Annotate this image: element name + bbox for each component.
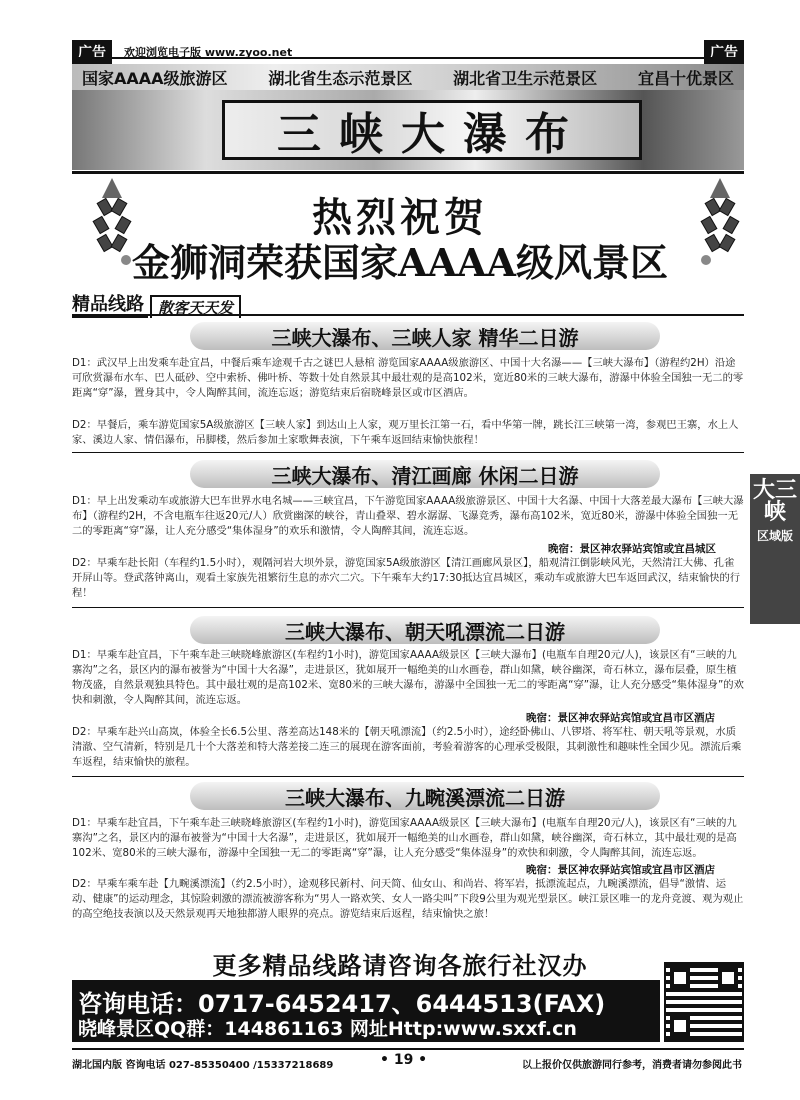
day-text: 早乘车乘车赴【九畹溪漂流】（约2.5小时），途观移民新村、问天简、仙女山、和尚岩、将军岩，抵漂流起点，九畹溪漂流，倡导“激情、运动、健康”的运动理念，其惊险刺激的漂流被游客称为“男人一路欢笑、女人一路尖叫”下段9公里为观光型景区。峡江景区唯一的龙舟竞渡、观为观止的高空绝技表演以及天然景观再天地独都游人眼界的亮点。游览结束后返程，结束愉快之旅！	[72, 878, 744, 920]
overnight-note: 晚宿：景区神农驿站宾馆或宜昌市区酒店	[526, 712, 715, 724]
side-tab	[750, 474, 800, 624]
route-day	[72, 648, 744, 708]
congrats-subheading: 金狮洞荣获国家AAAA级风景区	[132, 240, 668, 285]
route-day	[72, 816, 744, 861]
footer-left: 湖北国内版 咨询电话 027-85350400 /15337218689	[72, 1060, 334, 1071]
route-title: 三峡大瀑布、三峡人家 精华二日游	[190, 322, 660, 350]
badge: 国家AAAA级旅游区	[82, 68, 228, 88]
day-label: D2：	[72, 419, 97, 431]
day-text: 武汉早上出发乘车赴宜昌，中餐后乘车途观千古之谜巴人悬棺 游览国家AAAA级旅游区、中国十大名瀑——【三峡大瀑布】（游程约2H）沿途可欣赏瀑布水车、巴人砥砂、空中索桥、佛叶桥、等数十处自然景其中最壮观的是高102米，宽近80米的三峡大瀑布，游瀑中体验全国独一无二的零距离“穿”瀑，置身其中，令人陶醉其间，流连忘返；游览结束后宿晓峰景区或市区酒店。	[72, 357, 744, 399]
day-text: 早乘车赴宜昌，下午乘车赴三峡晓峰旅游区(车程约1小时)，游览国家AAAA级景区【三峡大瀑布】(电瓶车自理20元/人)，该景区有“三峡的九寨沟”之名，景区内的瀑布被誉为“中国十大名瀑”，走进景区，犹如展开一幅绝美的山水画卷，群山如黛，峡谷幽深，奇石林立，瀑布层叠，原生植物茂盛，自然景观独具特色。其中最壮观的是高102米、宽80米的三峡大瀑布，游瀑中全国独一无二的零距离“穿”瀑，让人充分感受“集体湿身”的欢快和刺激，令人陶醉其间，流连忘返。	[72, 649, 744, 706]
side-tab-small: 区域版	[756, 529, 793, 543]
day-label: D1：	[72, 649, 97, 661]
rule	[72, 607, 744, 608]
footer-right: 以上报价仅供旅游同行参考，消费者请勿参阅此书	[522, 1060, 742, 1071]
day-label: D2：	[72, 726, 97, 738]
rule	[72, 452, 744, 453]
ad-tag-right: 广告	[704, 40, 744, 64]
badge: 宜昌十优景区	[637, 68, 734, 88]
badge: 湖北省卫生示范景区	[453, 68, 598, 88]
day-text: 早上出发乘动车或旅游大巴车世界水电名城——三峡宜昌，下午游览国家AAAA级旅游景区、中国十大名瀑、中国十大落差最大瀑布【三峡大瀑布】（游程约2H，不含电瓶车往返20元/人）欣赏幽深的峡谷，青山叠翠、碧水潺潺、飞瀑竞秀，瀑布高102米，宽近80米，游瀑中体验全国独一无二的零距离“穿”瀑，让人充分感受“集体湿身”的欢乐和激情，令人陶醉其间，流连忘返。	[72, 495, 744, 537]
more-routes-notice: 更多精品线路请咨询各旅行社汉办	[212, 952, 588, 980]
day-label: D1：	[72, 817, 97, 829]
contact-qq-website: 晓峰景区QQ群：144861163 网址Http:www.sxxf.cn	[78, 1018, 577, 1040]
route-day	[72, 356, 744, 401]
rule	[72, 776, 744, 777]
route-title: 三峡大瀑布、九畹溪漂流二日游	[190, 782, 660, 810]
day-label: D2：	[72, 878, 97, 890]
route-day	[72, 725, 744, 770]
routes-header-title: 精品线路	[72, 290, 148, 318]
contact-box	[72, 980, 660, 1042]
route-title: 三峡大瀑布、朝天吼漂流二日游	[190, 616, 660, 644]
day-label: D1：	[72, 495, 97, 507]
overnight-note: 晚宿：景区神农驿站宾馆或宜昌市区酒店	[526, 864, 715, 876]
banner-title: 三峡大瀑布	[222, 100, 642, 160]
day-text: 早乘车赴兴山高岚，体验全长6.5公里、落差高达148米的【朝天吼漂流】（约2.5小时），途经卧佛山、八锣塔、将军柱、朝天吼等景观，水质清澈、空气清新，特别是几十个大落差和特大落差接二连三的展现在游客面前，考验着游客的心理承受极限，其刺激性和趣味性全国少见。漂流后乘车返程，结束愉快的旅程。	[72, 726, 742, 768]
footer-rule	[72, 1048, 744, 1050]
ad-tag-left: 广告	[72, 40, 112, 64]
route-day	[72, 418, 744, 448]
header-rule	[72, 57, 744, 59]
header-url: 欢迎浏览电子版 www.zyoo.net	[124, 46, 293, 59]
page-number: • 19 •	[380, 1052, 428, 1068]
day-text: 早乘车赴长阳（车程约1.5小时），观隔河岩大坝外景，游览国家5A级旅游区【清江画廊风景区】，船观清江倒影峡风光，天然清江大佛、孔雀开屏山等。登武落钟离山，观看土家族先祖繁衍生息的赤穴二穴。下午乘车大约17:30抵达宜昌城区，乘动车或旅游大巴车返回武汉，结束愉快的行程！	[72, 557, 741, 599]
rule	[72, 314, 744, 316]
contact-phone: 咨询电话：0717-6452417、6444513(FAX)	[78, 990, 606, 1018]
divider	[72, 171, 744, 174]
route-title: 三峡大瀑布、清江画廊 休闲二日游	[190, 460, 660, 488]
banner-photo	[72, 90, 744, 170]
day-text: 早乘车赴宜昌，下午乘车赴三峡晓峰旅游区(车程约1小时)，游览国家AAAA级景区【三峡大瀑布】(电瓶车自理20元/人)，该景区有“三峡的九寨沟”之名，景区内的瀑布被誉为“中国十大名瀑”，走进景区，犹如展开一幅绝美的山水画卷，群山如黛，峡谷幽深，奇石林立，其中最壮观的是高102米、宽80米的三峡大瀑布，游瀑中全国独一无二的零距离“穿”瀑，让人充分感受“集体湿身”的欢快和刺激，令人陶醉其间，流连忘返。	[72, 817, 737, 859]
qr-code-icon	[664, 962, 744, 1042]
badge: 湖北省生态示范景区	[268, 68, 413, 88]
routes-header-tag: 散客天天发	[150, 295, 241, 318]
day-label: D2：	[72, 557, 97, 569]
day-text: 早餐后，乘车游览国家5A级旅游区【三峡人家】到达山上人家，观万里长江第一石，看中华第一牌，跳长江三峡第一湾，参观巴王寨，水上人家、溪边人家、情侣瀑布，吊脚楼，然后参加土家歌舞表演，下午乘车返回结束愉快旅程！	[72, 419, 739, 446]
overnight-note: 晚宿：景区神农驿站宾馆或宜昌城区	[548, 543, 716, 555]
day-label: D1：	[72, 357, 97, 369]
route-day	[72, 877, 744, 922]
route-day	[72, 494, 744, 539]
badges-bar	[72, 64, 744, 90]
congrats-heading: 热烈祝贺	[312, 194, 488, 241]
side-tab-big: 大三峡	[752, 478, 797, 525]
route-day	[72, 556, 744, 601]
